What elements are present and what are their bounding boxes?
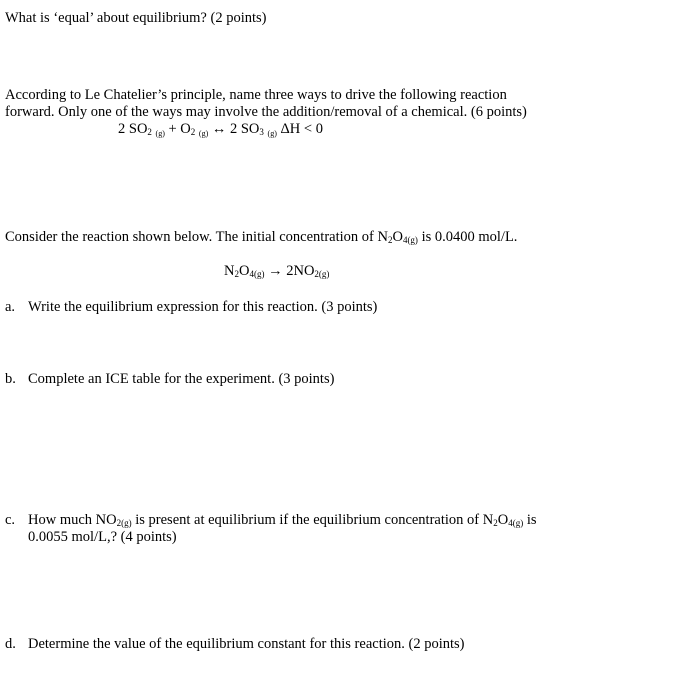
eq-state: (g) xyxy=(155,129,165,138)
item-label: c. xyxy=(5,512,16,528)
item-text: How much NO xyxy=(28,512,117,528)
item-label: d. xyxy=(5,636,16,652)
eq-subscript: 4(g) xyxy=(249,269,265,279)
eq-state: (g) xyxy=(198,129,209,138)
item-subscript: 2(g) xyxy=(116,518,132,528)
question-2-line-2: forward. Only one of the ways may involve the addition/removal of a chemical. (6 points) xyxy=(5,104,527,120)
reaction-equation-so3 xyxy=(118,121,323,142)
intro-text: Consider the reaction shown below. The initial concentration of N xyxy=(5,229,388,245)
item-text: Determine the value of the equilibrium constant for this reaction. (2 points) xyxy=(28,636,465,652)
item-text: is xyxy=(523,512,537,528)
question-3-intro xyxy=(5,229,517,249)
item-text: is present at equilibrium if the equilibrium concentration of N xyxy=(131,512,494,528)
question-3c-line-2: 0.0055 mol/L,? (4 points) xyxy=(28,529,177,545)
eq-term: ↔ 2 SO xyxy=(208,121,260,137)
item-subscript: 2 xyxy=(493,518,498,528)
eq-term: O xyxy=(238,263,250,279)
eq-subscript: 2 xyxy=(234,269,239,279)
eq-state: (g) xyxy=(267,129,277,138)
question-3d xyxy=(5,636,465,653)
item-text: O xyxy=(497,512,509,528)
reaction-equation-n2o4 xyxy=(224,263,329,283)
intro-subscript: 4(g) xyxy=(402,235,418,245)
item-text: Write the equilibrium expression for this reaction. (3 points) xyxy=(28,299,378,315)
question-3a xyxy=(5,299,377,316)
question-2-line-1: According to Le Chatelier’s principle, name three ways to drive the following reaction xyxy=(5,87,507,103)
eq-subscript: 2 xyxy=(147,127,152,137)
eq-term: 2 SO xyxy=(118,121,148,137)
item-label: a. xyxy=(5,299,16,315)
item-label: b. xyxy=(5,371,16,387)
question-3b xyxy=(5,371,334,388)
item-subscript: 4(g) xyxy=(508,518,524,528)
eq-enthalpy: ΔH < 0 xyxy=(276,121,323,137)
eq-subscript: 2(g) xyxy=(314,269,330,279)
eq-subscript: 3 xyxy=(259,127,264,137)
item-text: Complete an ICE table for the experiment. (3 points) xyxy=(28,371,335,387)
question-1: What is ‘equal’ about equilibrium? (2 points) xyxy=(5,10,267,26)
intro-subscript: 2 xyxy=(387,235,393,245)
eq-term: N xyxy=(224,263,235,279)
eq-term: → 2NO xyxy=(264,263,315,279)
intro-text: is 0.0400 mol/L. xyxy=(417,229,518,245)
eq-subscript: 2 xyxy=(190,127,196,137)
eq-term: + O xyxy=(164,121,191,137)
intro-text: O xyxy=(392,229,403,245)
